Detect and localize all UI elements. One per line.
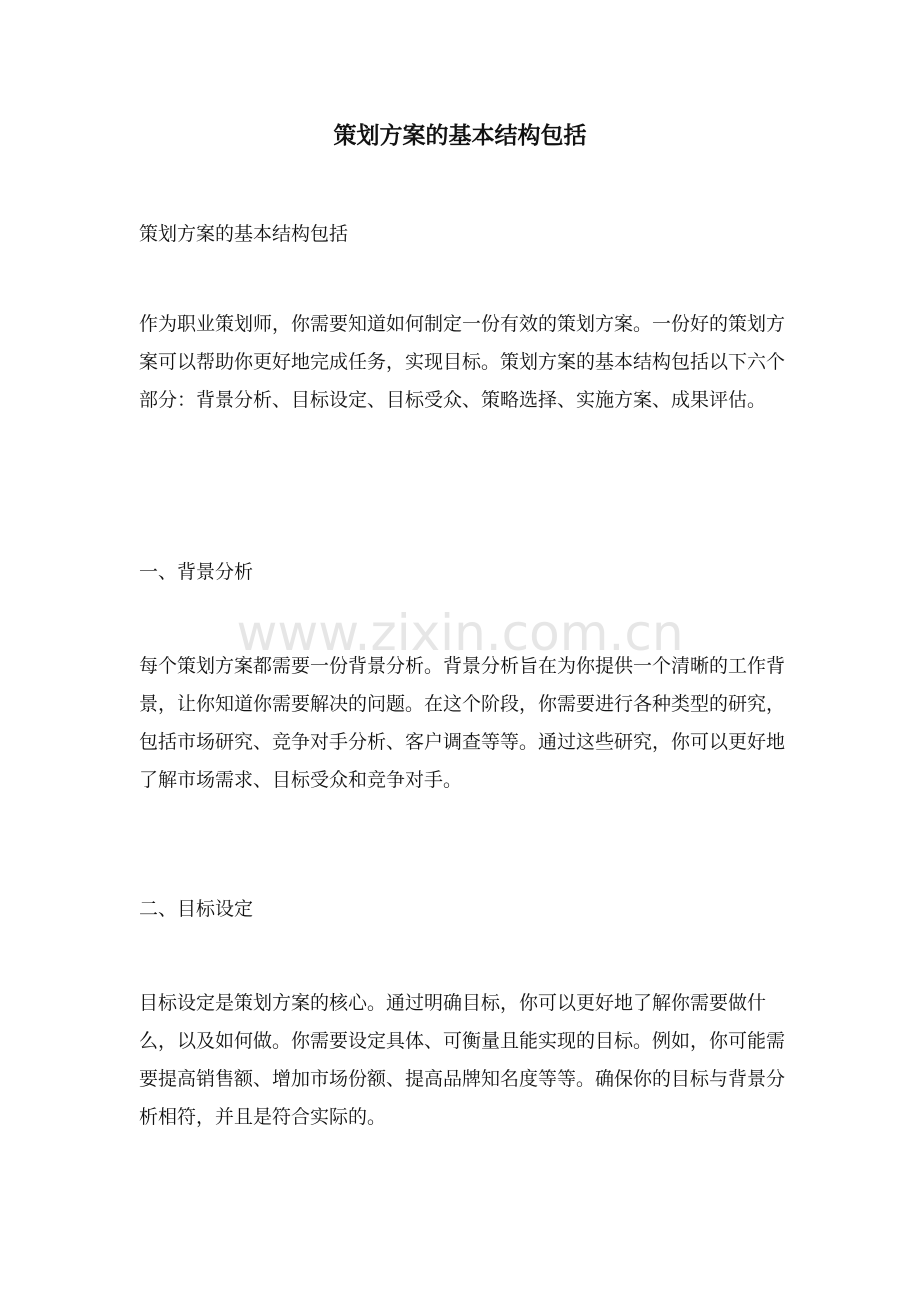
- section-body-goals: 目标设定是策划方案的核心。通过明确目标，你可以更好地了解你需要做什么，以及如何做。你需要设定具体、可衡量且能实现的目标。例如，你可能需要提高销售额、增加市场份额、提高品牌知名度等等。确保你的目标与背景分析相符，并且是符合实际的。: [139, 992, 786, 1128]
- watermark: www.zixin.com.cn: [236, 604, 684, 662]
- section-heading-goals: 二、目标设定: [139, 898, 254, 920]
- document-title: 策划方案的基本结构包括: [333, 122, 587, 149]
- document-subtitle: 策划方案的基本结构包括: [139, 223, 349, 245]
- section-heading-background: 一、背景分析: [139, 561, 254, 583]
- section-body-background: 每个策划方案都需要一份背景分析。背景分析旨在为你提供一个清晰的工作背景，让你知道你需要解决的问题。在这个阶段，你需要进行各种类型的研究，包括市场研究、竞争对手分析、客户调查等等。通过这些研究，你可以更好地了解市场需求、目标受众和竞争对手。: [139, 655, 786, 791]
- intro-paragraph: 作为职业策划师，你需要知道如何制定一份有效的策划方案。一份好的策划方案可以帮助你更好地完成任务，实现目标。策划方案的基本结构包括以下六个部分：背景分析、目标设定、目标受众、策略选择、实施方案、成果评估。: [139, 313, 786, 411]
